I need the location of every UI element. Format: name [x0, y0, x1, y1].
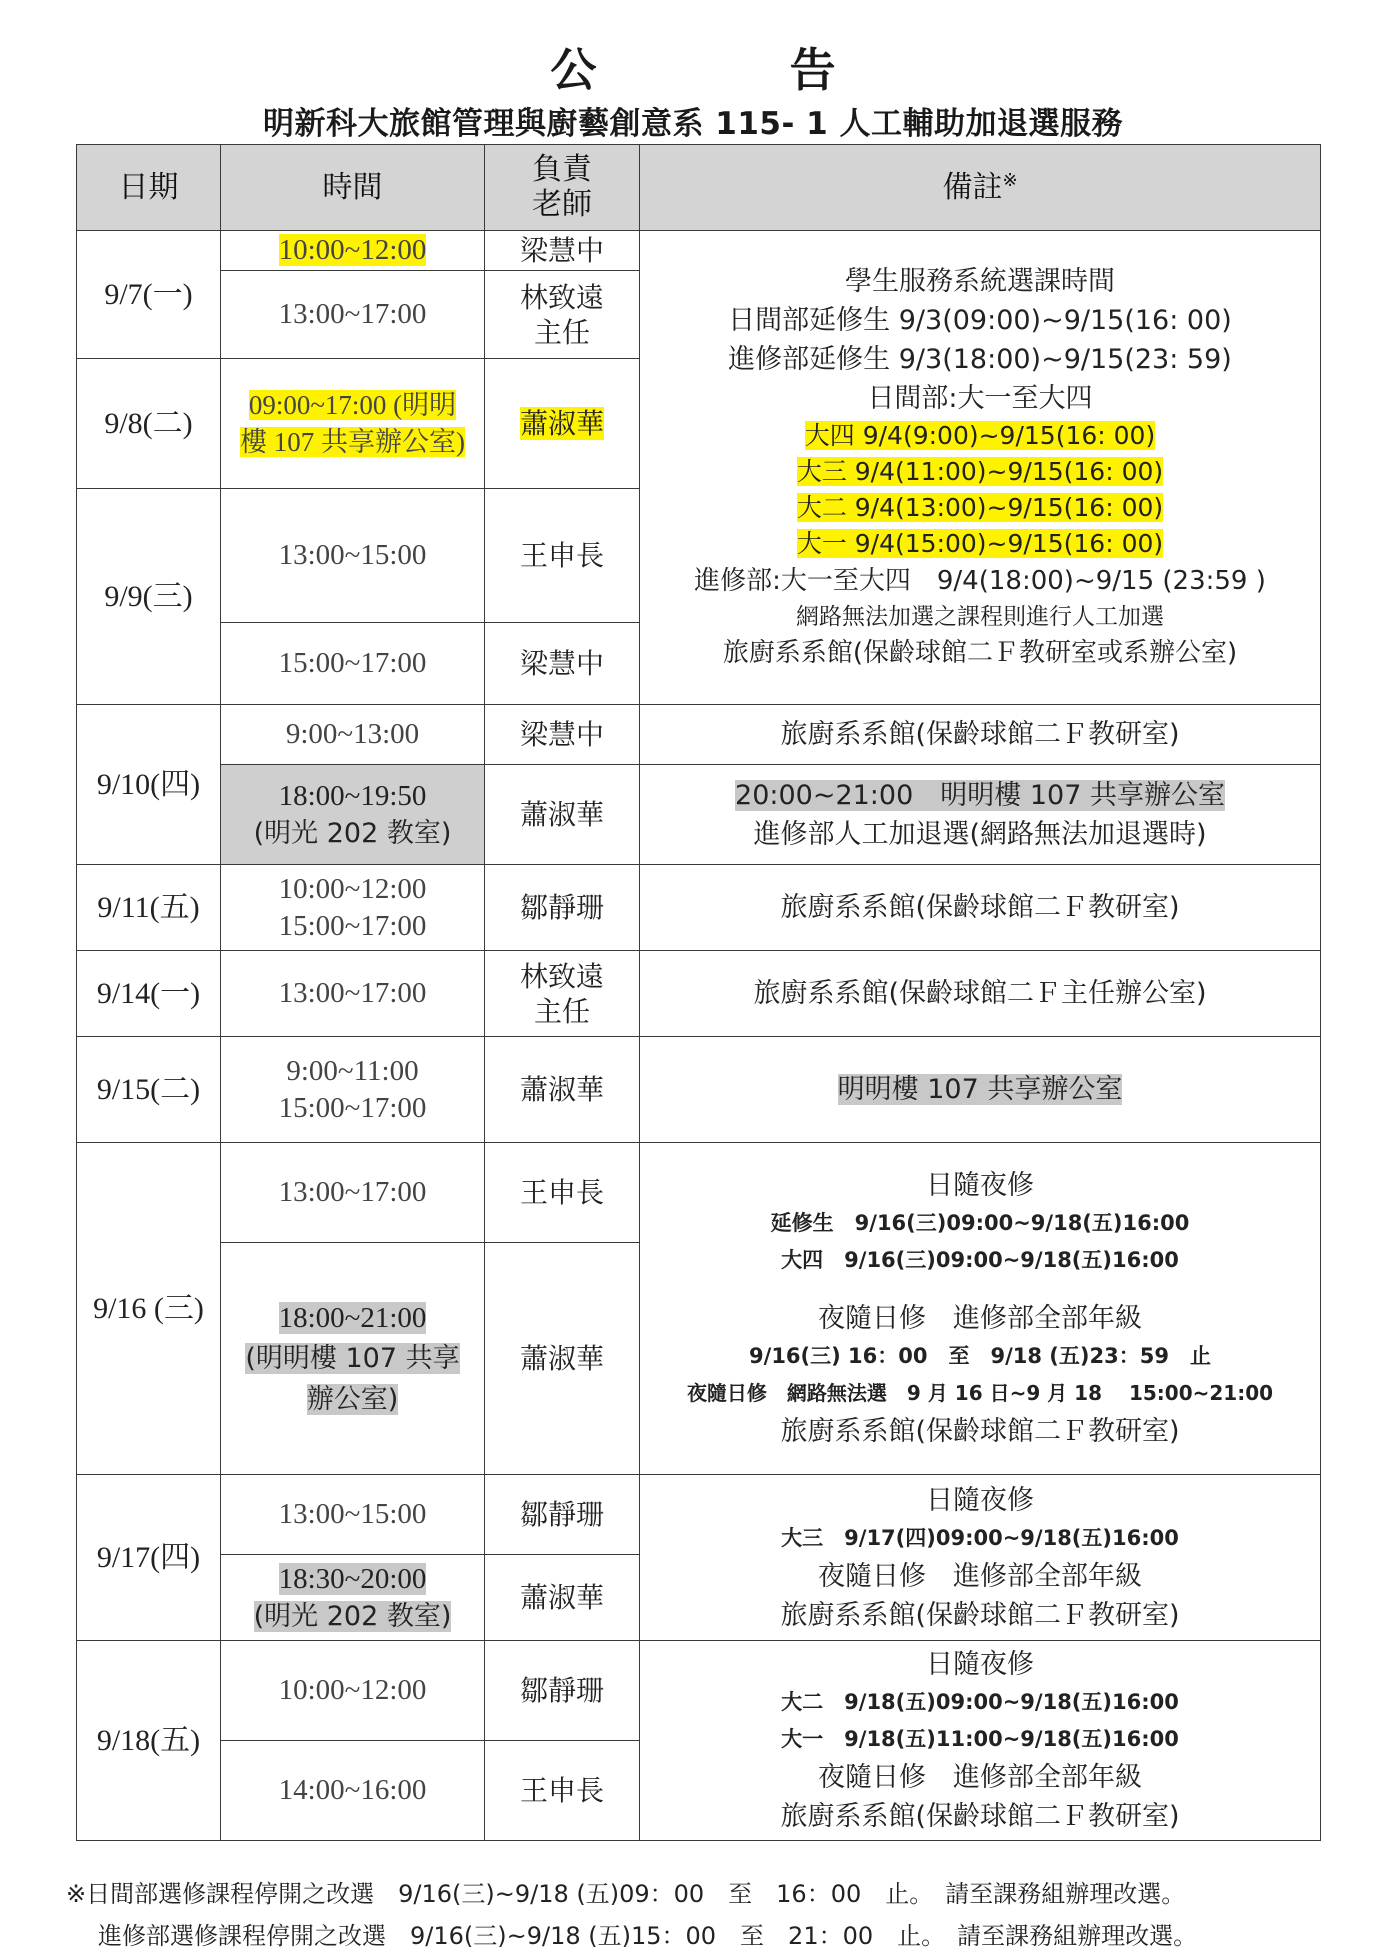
row-time [221, 765, 485, 865]
row-time [221, 359, 485, 489]
row-date: 9/10(四) [77, 705, 221, 865]
row-time [221, 1243, 485, 1475]
table-row [77, 765, 1321, 865]
note-line: 大四 9/4(9:00)~9/15(16: 00) [804, 421, 1156, 450]
row-teacher [485, 271, 640, 359]
table-row [77, 705, 1321, 765]
note-line: 大二 9/4(13:00)~9/15(16: 00) [796, 493, 1164, 522]
note-line-wrap [640, 526, 1320, 562]
row-time-text: 辦公室) [306, 1383, 399, 1415]
teacher-title: 主任 [533, 315, 590, 349]
row-time: 13:00~15:00 [221, 1475, 485, 1555]
row-time-text: (明明樓 107 共享 [245, 1343, 460, 1375]
note-line-wrap [640, 776, 1320, 815]
footer-note-evening: 進修部選修課程停開之改選 9/16(三)~9/18 (五)15：00 至 21：00 止。 請至課務組辦理改選。 [98, 1922, 1198, 1950]
header-teacher [485, 145, 640, 231]
note-line: 旅廚系系館(保齡球館二Ｆ教研室) [780, 1801, 1180, 1832]
row-time-text: 09:00~17:00 (明明 [248, 390, 457, 421]
note-line: 日間部延修生 9/3(09:00)~9/15(16: 00) [728, 305, 1232, 336]
row-teacher: 蕭淑華 [485, 1243, 640, 1475]
note-line: 9/16(三) 16：00 至 9/18 (五)23：59 止 [749, 1344, 1211, 1368]
header-teacher-1: 負責 [532, 152, 592, 187]
note-line-wrap [640, 454, 1320, 490]
table-row [77, 1037, 1321, 1143]
note-line: 大二 9/18(五)09:00~9/18(五)16:00 [781, 1690, 1179, 1714]
note-line-wrap [640, 418, 1320, 454]
note-line: 進修部延修生 9/3(18:00)~9/15(23: 59) [728, 344, 1232, 375]
table-row [77, 231, 1321, 271]
table-row [77, 1475, 1321, 1555]
note-line: 大四 9/16(三)09:00~9/18(五)16:00 [781, 1248, 1179, 1272]
row-time [221, 231, 485, 271]
note-line: 旅廚系系館(保齡球館二Ｆ教研室或系辦公室) [722, 638, 1238, 668]
row-date: 9/9(三) [77, 489, 221, 705]
note-line: 日隨夜修 [926, 1649, 1034, 1680]
row-teacher: 蕭淑華 [485, 765, 640, 865]
row-teacher: 鄒靜珊 [485, 1475, 640, 1555]
row-date: 9/7(一) [77, 231, 221, 359]
row-teacher: 鄒靜珊 [485, 1641, 640, 1741]
row-teacher [485, 359, 640, 489]
note-line: 日隨夜修 [926, 1170, 1034, 1201]
row-teacher: 梁慧中 [485, 623, 640, 705]
header-teacher-2: 老師 [532, 186, 592, 222]
table-row [77, 865, 1321, 951]
row-date: 9/17(四) [77, 1475, 221, 1641]
row-time-text: 10:00~12:00 [278, 234, 427, 267]
row-note: 旅廚系系館(保齡球館二Ｆ教研室) [640, 705, 1321, 765]
note-line: 網路無法加選之課程則進行人工加選 [796, 604, 1164, 630]
note-line: 進修部人工加退選(網路無法加退選時) [753, 818, 1207, 850]
row-time-text: (明光 202 教室) [253, 1600, 452, 1632]
note-line: 明明樓 107 共享辦公室 [837, 1073, 1123, 1105]
teacher-name: 林致遠 [519, 959, 604, 993]
row-time [221, 1037, 485, 1143]
note-line: 日隨夜修 [926, 1484, 1034, 1516]
row-time-text: 樓 107 共享辦公室) [240, 426, 465, 457]
note-line: 大一 9/4(15:00)~9/15(16: 00) [796, 529, 1164, 558]
table-row [77, 1641, 1321, 1741]
row-teacher: 王申長 [485, 489, 640, 623]
row-teacher: 王申長 [485, 1143, 640, 1243]
note-line: 大一 9/18(五)11:00~9/18(五)16:00 [781, 1727, 1179, 1751]
table-header-row [77, 145, 1321, 231]
row-teacher: 蕭淑華 [485, 1037, 640, 1143]
row-teacher: 蕭淑華 [485, 1555, 640, 1641]
schedule-table [76, 144, 1321, 1841]
row-time [221, 1555, 485, 1641]
note-line: 夜隨日修 網路無法選 9 月 16 日~9 月 18 15:00~21:00 [686, 1381, 1274, 1405]
row-date: 9/18(五) [77, 1641, 221, 1841]
row-time: 13:00~17:00 [221, 271, 485, 359]
note-line: 20:00~21:00 明明樓 107 共享辦公室 [735, 779, 1225, 811]
row-note [640, 765, 1321, 865]
teacher-title: 主任 [533, 994, 590, 1028]
row-teacher: 鄒靜珊 [485, 865, 640, 951]
row-time: 13:00~17:00 [221, 1143, 485, 1243]
note-line: 旅廚系系館(保齡球館二Ｆ教研室) [780, 1599, 1180, 1631]
note-line: 夜隨日修 進修部全部年級 [818, 1560, 1142, 1592]
note-line: 日間部:大一至大四 [867, 383, 1093, 414]
header-time: 時間 [221, 145, 485, 231]
row-time [221, 865, 485, 951]
note-block-selection-period [640, 231, 1321, 705]
row-note [640, 1143, 1321, 1475]
row-teacher [485, 951, 640, 1037]
row-note [640, 1475, 1321, 1641]
row-time: 13:00~17:00 [221, 951, 485, 1037]
note-line: 學生服務系統選課時間 [845, 266, 1115, 297]
row-date: 9/8(二) [77, 359, 221, 489]
row-time: 13:00~15:00 [221, 489, 485, 623]
row-time-text: 9:00~11:00 [286, 1055, 419, 1088]
note-line-wrap [640, 490, 1320, 526]
note-gap [640, 1279, 1320, 1299]
row-time-text: 18:30~20:00 [278, 1563, 427, 1596]
row-time-text: 15:00~17:00 [278, 1091, 427, 1124]
row-note [640, 1037, 1321, 1143]
header-note-mark: ※ [1002, 169, 1018, 191]
row-note [640, 1641, 1321, 1841]
row-time: 15:00~17:00 [221, 623, 485, 705]
note-line: 夜隨日修 進修部全部年級 [818, 1303, 1142, 1334]
row-date: 9/11(五) [77, 865, 221, 951]
note-line: 旅廚系系館(保齡球館二Ｆ教研室) [780, 1416, 1180, 1447]
row-time: 10:00~12:00 [221, 1641, 485, 1741]
row-note: 旅廚系系館(保齡球館二Ｆ主任辦公室) [640, 951, 1321, 1037]
row-teacher: 梁慧中 [485, 705, 640, 765]
teacher-name: 蕭淑華 [519, 407, 604, 440]
teacher-name: 林致遠 [519, 280, 604, 314]
table-row [77, 1143, 1321, 1243]
row-teacher: 王申長 [485, 1741, 640, 1841]
row-note: 旅廚系系館(保齡球館二Ｆ教研室) [640, 865, 1321, 951]
row-teacher: 梁慧中 [485, 231, 640, 271]
header-date: 日期 [77, 145, 221, 231]
table-row [77, 951, 1321, 1037]
note-line: 延修生 9/16(三)09:00~9/18(五)16:00 [770, 1211, 1190, 1235]
row-time-text: (明光 202 教室) [253, 817, 452, 849]
row-time: 14:00~16:00 [221, 1741, 485, 1841]
header-note [640, 145, 1321, 231]
note-line: 大三 9/4(11:00)~9/15(16: 00) [796, 457, 1164, 486]
row-time-text: 10:00~12:00 [278, 873, 427, 906]
note-line: 進修部:大一至大四 9/4(18:00)~9/15 (23:59 ) [694, 566, 1266, 596]
footer-note-day: ※日間部選修課程停開之改選 9/16(三)~9/18 (五)09：00 至 16：00 止。 請至課務組辦理改選。 [66, 1880, 1186, 1908]
page-title: 公 告 [550, 43, 910, 97]
note-line: 大三 9/17(四)09:00~9/18(五)16:00 [781, 1525, 1179, 1550]
note-line: 夜隨日修 進修部全部年級 [818, 1762, 1142, 1793]
row-date: 9/15(二) [77, 1037, 221, 1143]
row-date: 9/16 (三) [77, 1143, 221, 1475]
header-note-text: 備註 [942, 169, 1003, 205]
page-subtitle: 明新科大旅館管理與廚藝創意系 115- 1 人工輔助加退選服務 [262, 106, 1124, 142]
row-time: 9:00~13:00 [221, 705, 485, 765]
row-date: 9/14(一) [77, 951, 221, 1037]
row-time-text: 18:00~19:50 [278, 780, 427, 813]
row-time-text: 15:00~17:00 [278, 909, 427, 942]
row-time-text: 18:00~21:00 [278, 1301, 427, 1334]
